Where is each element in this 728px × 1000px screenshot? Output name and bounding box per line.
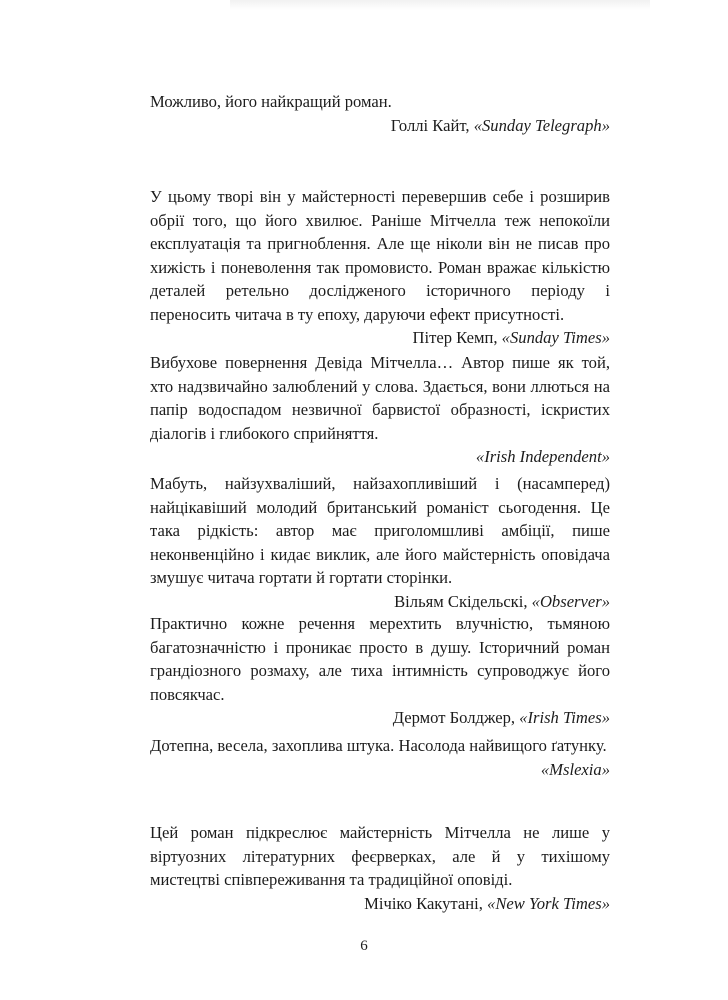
quote-text: У цьому творі він у майстерності перевершив себе і розширив обрії того, що його хвилює. Раніше Мітчелла теж непокоїли експлуатація та пригноблення. Але ще ніколи він не писав про хижість і поневолення так промовисто. Роман вражає кількістю деталей ретельно дослідженого історичного періоду і переносить читача в ту епоху, даруючи ефект присутності. <box>150 187 610 324</box>
quote-text: Можливо, його найкращий роман. <box>150 92 392 111</box>
quote-author: Мічіко Какутані, <box>364 893 488 913</box>
quote-source: «Sunday Telegraph» <box>473 115 610 135</box>
quote-source: «Irish Times» <box>519 708 610 727</box>
quote-author: Дермот Болджер, <box>392 708 520 727</box>
quote-source: «New York Times» <box>487 893 610 913</box>
review-quote <box>150 185 610 350</box>
quote-text: Вибухове повернення Девіда Мітчелла… Автор пише як той, хто надзвичайно залюблений у слова. Здається, вони ллються на папір водоспадом незвичної барвистої образності, іскристих діалогів і глибокого сприйняття. <box>150 353 610 443</box>
quote-text: Практично кожне речення мерехтить влучністю, тьмяною багатозначністю і проникає просто в душу. Історичний роман грандіозного розмаху, але тиха інтимність супроводжує його повсякчас. <box>150 614 610 704</box>
quote-author: Вільям Скідельскі, <box>394 591 532 611</box>
quote-source: «Mslexia» <box>540 759 610 779</box>
quote-attribution <box>150 706 610 730</box>
quote-attribution <box>150 326 610 350</box>
page-top-edge <box>230 0 650 10</box>
review-quote <box>150 90 610 137</box>
review-quote <box>150 351 610 469</box>
quote-text: Цей роман підкреслює майстерність Мітчелла не лише у віртуозних літературних феєрверках, але й у тихішому мистецтві співпереживання та традиційної оповіді. <box>150 823 610 889</box>
quote-attribution <box>150 758 610 782</box>
quote-author: Пітер Кемп, <box>412 328 502 347</box>
quote-source: «Irish Independent» <box>475 447 610 466</box>
quote-attribution <box>150 445 610 469</box>
quote-attribution <box>150 114 610 138</box>
quote-attribution <box>150 590 610 614</box>
review-quote <box>150 734 610 781</box>
quote-attribution <box>150 892 610 916</box>
quote-text: Мабуть, найзухваліший, найзахопливіший і (насамперед) найцікавіший молодий британський романіст сьогодення. Це така рідкість: автор має приголомшливі амбіції, пише неконвенційно і кидає виклик, але його майстерність оповідача змушує читача гортати й гортати сторінки. <box>150 474 610 587</box>
quote-text: Дотепна, весела, захоплива штука. Насолода найвищого ґатунку. <box>150 736 607 755</box>
review-quote <box>150 821 610 915</box>
quote-source: «Sunday Times» <box>501 328 610 347</box>
review-quote <box>150 472 610 613</box>
quote-author: Голлі Кайт, <box>390 115 474 135</box>
page-number: 6 <box>360 938 368 954</box>
review-quote <box>150 612 610 730</box>
quote-source: «Observer» <box>531 591 610 611</box>
